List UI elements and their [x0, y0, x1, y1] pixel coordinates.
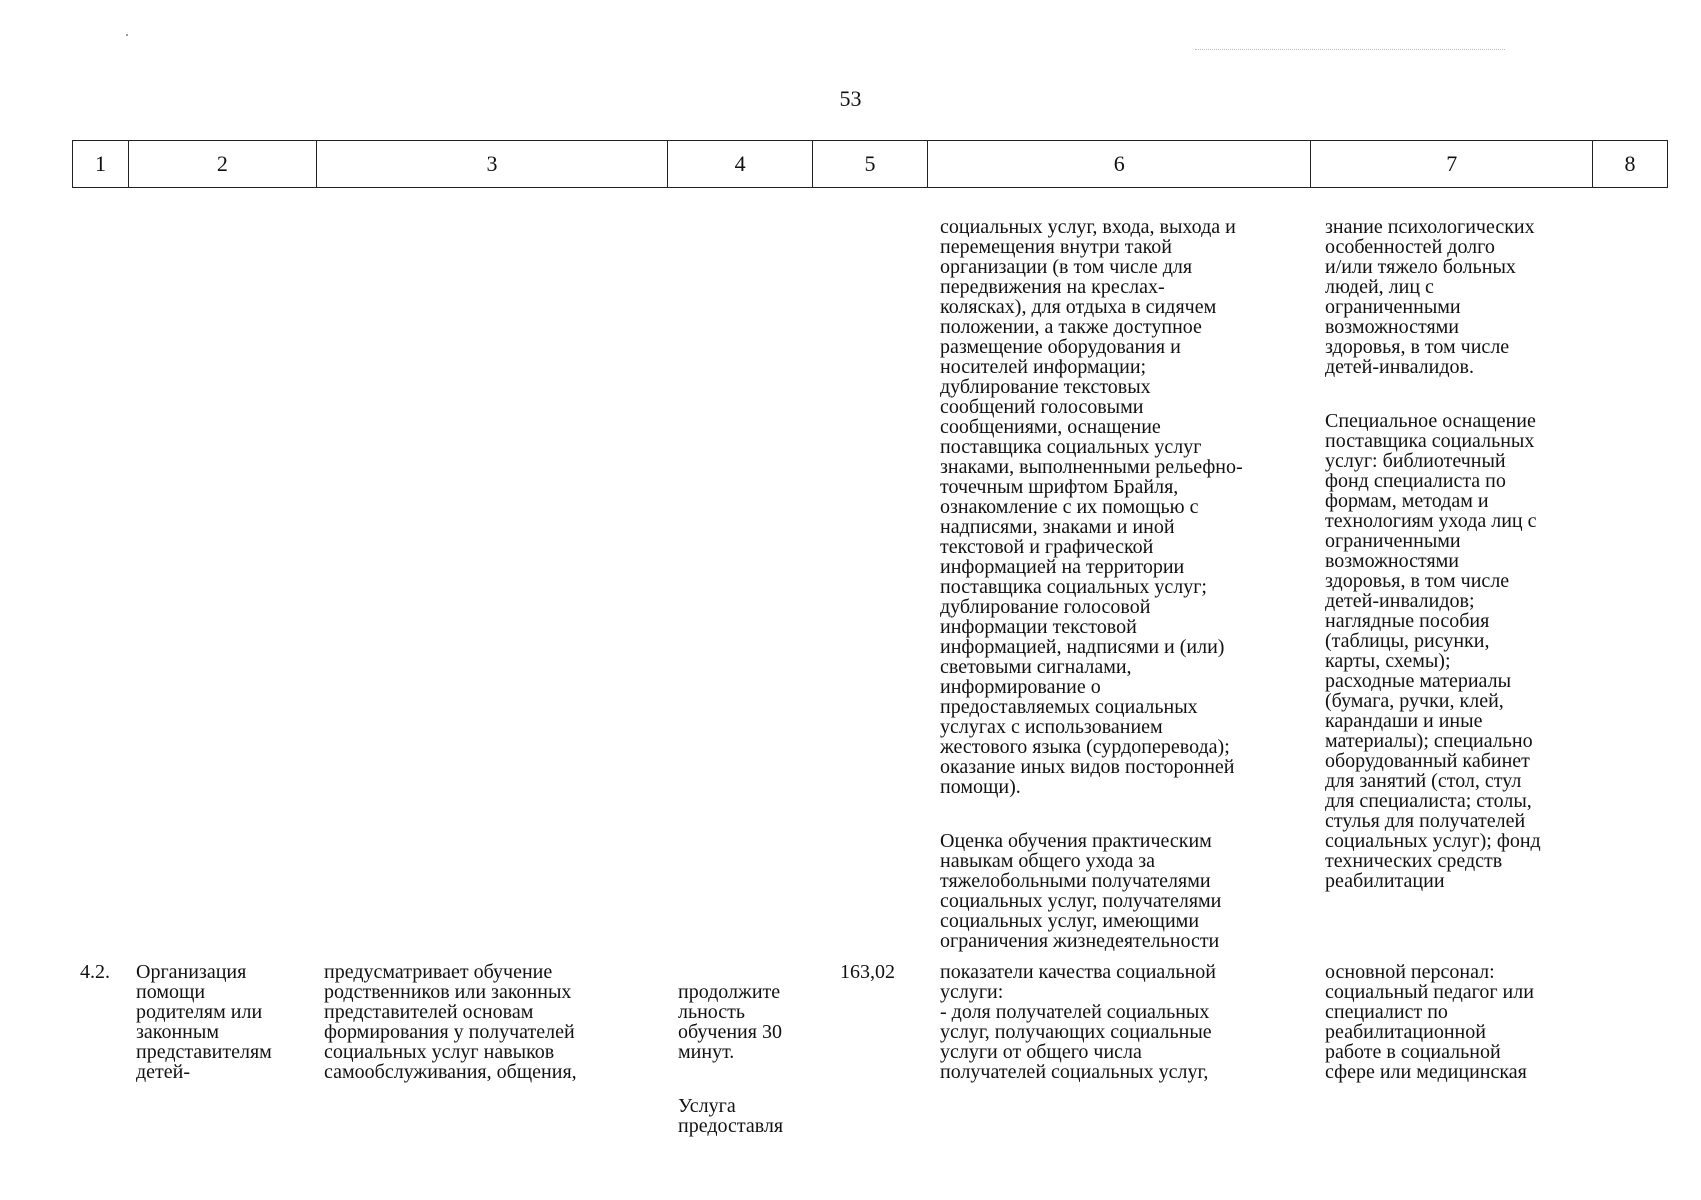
- column-header-7: 7: [1311, 141, 1593, 187]
- row-4-2-staff-conditions: основной персонал: социальный педагог или специалист по реабилитационной работе в социальной сфере или медицинская: [1325, 961, 1534, 1083]
- row-4-2-tariff: 163,02: [840, 961, 895, 983]
- col6-paragraph: социальных услуг, входа, выхода и перемещения внутри такой организации (в том числе для передвижения на креслах- колясках), для отдыха в сидячем положении, а также доступное размещение оборудования и носителей информации; дублирование текстовых сообщений голосовыми сообщениями, оснащение поставщика социальных услуг знаками, выполненными рельефно- точечным шрифтом Брайля, ознакомление с их помощью с надписями, знаками и иной текстовой и графической информацией на территории поставщика социальных услуг; дублирование голосовой информации текстовой информацией, надписями и (или) световыми сигналами, информирование о предоставляемых социальных услугах с использованием жестового языка (сурдоперевода); оказание иных видов посторонней помощи).: [940, 216, 1243, 798]
- column-header-4: 4: [668, 141, 813, 187]
- column-header-8: 8: [1624, 151, 1636, 176]
- column-header-row: [72, 140, 1668, 188]
- row-4-2-service-name: Организация помощи родителям или законным представителям детей-: [136, 961, 272, 1083]
- column-header-2: 2: [129, 141, 317, 187]
- continued-row-col7: [1325, 197, 1605, 911]
- col6-paragraph: Оценка обучения практическим навыкам общего ухода за тяжелобольными получателями социальных услуг, получателями социальных услуг, имеющими ограничения жизнедеятельности: [940, 830, 1222, 952]
- row-4-2-number: 4.2.: [80, 961, 110, 983]
- row-4-2-duration: [678, 962, 813, 1156]
- col7-paragraph: знание психологических особенностей долго и/или тяжело больных людей, лиц с ограниченными возможностями здоровья, в том числе детей-инвалидов.: [1325, 216, 1535, 378]
- duration-paragraph: продолжите льность обучения 30 минут.: [678, 981, 782, 1063]
- column-header-1: 1: [73, 141, 129, 187]
- row-4-2-description: предусматривает обучение родственников или законных представителей основам формирования у получателей социальных услуг навыков самообслуживания, общения,: [324, 961, 577, 1083]
- scan-speck: [126, 34, 128, 36]
- column-header-5: 5: [813, 141, 928, 187]
- column-header-6: 6: [928, 141, 1312, 187]
- page-number: 53: [839, 86, 862, 111]
- duration-paragraph: Услуга предоставля: [678, 1095, 784, 1137]
- scan-artifact-line: [1195, 49, 1505, 51]
- column-header-3: 3: [317, 141, 669, 187]
- col7-paragraph: Специальное оснащение поставщика социальных услуг: библиотечный фонд специалиста по формам, методам и технологиям ухода лиц с ограниченными возможностями здоровья, в том числе детей-инвалидов; наглядные пособия (таблицы, рисунки, карты, схемы); расходные материалы (бумага, ручки, клей, карандаши и иные материалы); специально оборудованный кабинет для занятий (стол, стул для специалиста; столы, стулья для получателей социальных услуг); фонд технических средств реабилитации: [1325, 410, 1541, 892]
- continued-row-col6: [940, 197, 1315, 971]
- row-4-2-quality-indicators: показатели качества социальной услуги: - доля получателей социальных услуг, получающих социальные услуги от общего числа получателей социальных услуг,: [940, 961, 1216, 1083]
